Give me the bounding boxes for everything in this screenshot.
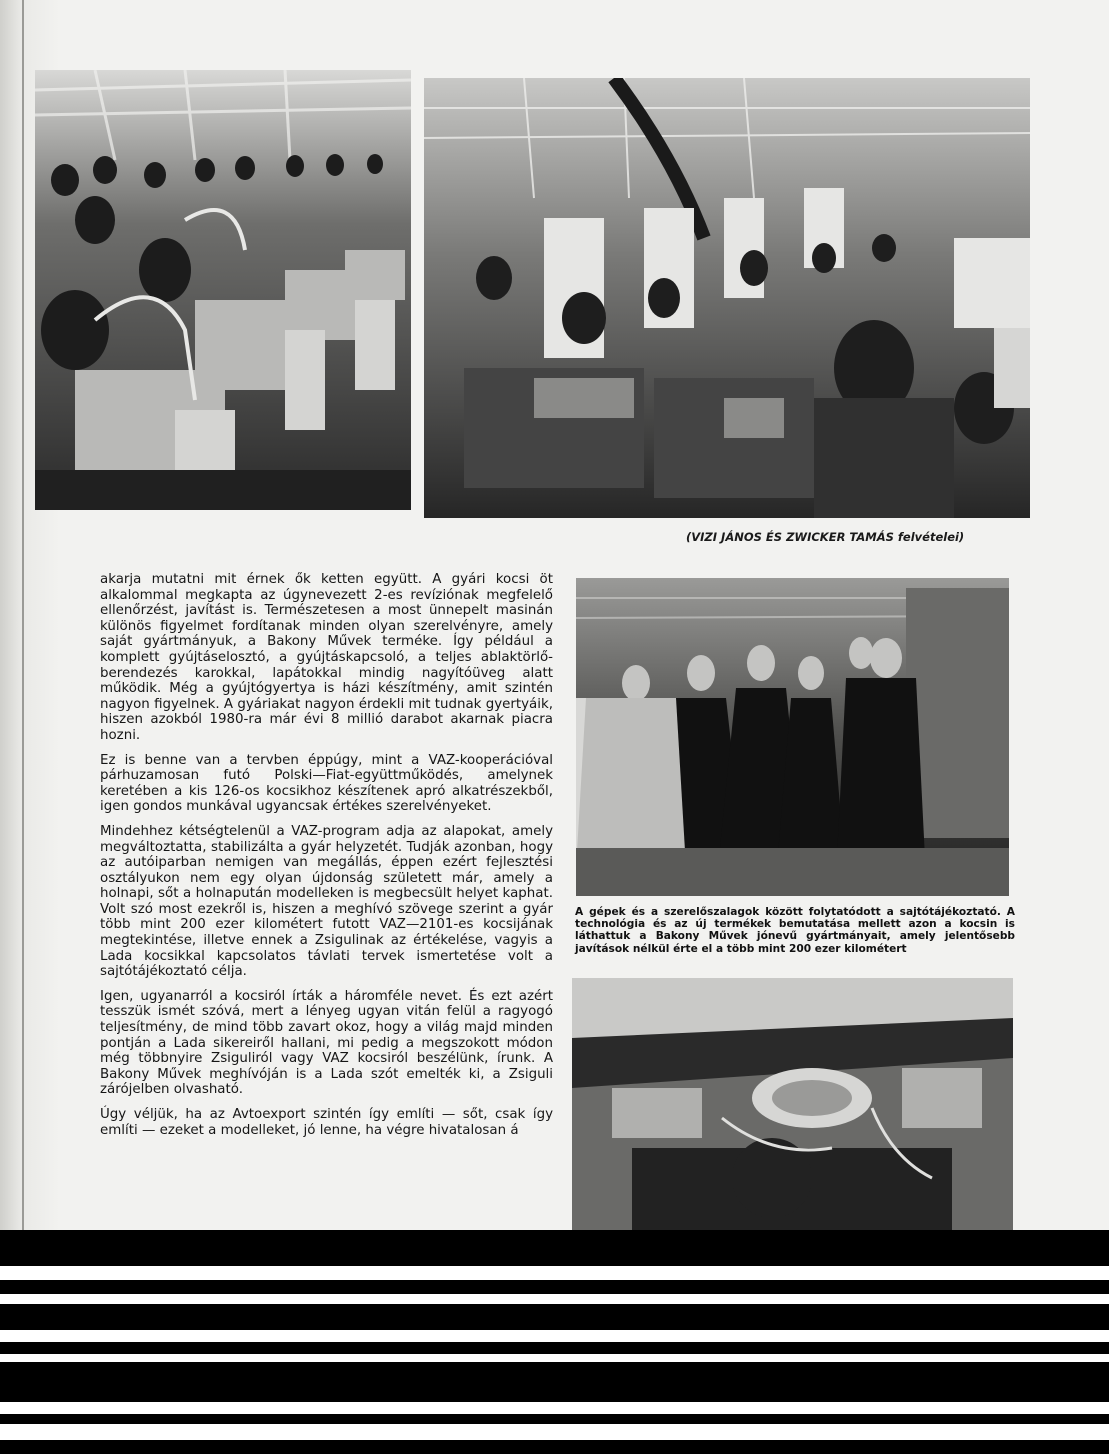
- page-fold-line: [22, 0, 24, 1240]
- article-paragraph: akarja mutatni mit érnek ők ketten együtt. A gyári kocsi öt alkalommal megkapta az úgynevezett 2-es revíziónak megfelelő ellenőrzést, javítást is. Természetesen a most ünnepelt masinán különös figyelmet fordítanak minden olyan szerelvényre, amely saját gyártmányuk, a Bakony Művek terméke. Így például a komplett gyújtáselosztó, a gyújtáskapcsoló, a teljes ablaktörlő-berendezés karokkal, lapátokkal mindig nagyítóüveg alatt működik. Még a gyújtógyertya is házi készítmény, amit szintén nagyon figyelnek. A gyáriakat nagyon érdekli mit tudnak gyertyáik, hiszen azokból 1980-ra már évi 8 millió darabot akarnak piacra hozni.: [100, 572, 553, 743]
- photo-car-engine: [572, 978, 1013, 1240]
- photo-production-line-right: [424, 78, 1030, 518]
- scan-stripe: [0, 1424, 1109, 1440]
- article-paragraph: Úgy véljük, ha az Avtoexport szintén így említi — sőt, csak így említi — ezeket a modelleket, jó lenne, ha végre hivatalosan á: [100, 1107, 553, 1138]
- photo-press-conference: [576, 578, 1009, 896]
- photo-caption: A gépek és a szerelőszalagok között folytatódott a sajtótájékoztató. A technológia és az új termékek bemutatása mellett azon a kocsin is láthattuk a Bakony Művek jónevű gyártmányait, amely jelentősebb javítások nélkül érte el a több mint 200 ezer kilométert: [575, 906, 1015, 955]
- scan-stripe: [0, 1330, 1109, 1342]
- photo-credit: (VIZI JÁNOS ÉS ZWICKER TAMÁS felvételei): [686, 530, 965, 544]
- scan-stripe: [0, 1354, 1109, 1362]
- article-paragraph: Igen, ugyanarról a kocsiról írták a háromféle nevet. És ezt azért tesszük ismét szóvá, mert a lényeg ugyan vitán felül a ragyogó teljesítmény, de mind több zavart okoz, hogy a világ majd minden pontján a Lada sikereiről hallani, mi pedig a megszokott módon még többnyire Zsiguliról vagy VAZ kocsiról beszélünk, írunk. A Bakony Művek meghívóján is a Lada szót emelték ki, a Zsiguli zárójelben olvasható.: [100, 988, 553, 1098]
- scan-stripe: [0, 1402, 1109, 1414]
- article-body: [100, 572, 553, 1230]
- photo-assembly-hall-left: [35, 70, 411, 510]
- scan-stripe: [0, 1294, 1109, 1304]
- scan-stripe: [0, 1266, 1109, 1280]
- article-paragraph: Ez is benne van a tervben éppúgy, mint a VAZ-kooperációval párhuzamosan futó Polski—Fiat-együttműködés, amelynek keretében a kis 126-os kocsikhoz készítenek apró alkatrészekből, igen gondos munkával ugyancsak értékes szerelvényeket.: [100, 752, 553, 815]
- scan-mask-bottom: [0, 1230, 1109, 1454]
- article-paragraph: Mindehhez kétségtelenül a VAZ-program adja az alapokat, amely megváltoztatta, stabilizálta a gyár helyzetét. Tudják azonban, hogy az autóiparban nemigen van megállás, éppen ezért fejlesztési osztályukon nem egy olyan újdonság született már, amely a holnapi, sőt a holnapután modelleken is megbecsült helyet kaphat. Volt szó most ezekről is, hiszen a meghívó szövege szerint a gyár több mint 200 ezer kilométert futott VAZ—2101-es kocsijának megtekintése, illetve ennek a Zsigulinak az értékelése, vagyis a Lada kocsikkal kapcsolatos távlati tervek ismertetése volt a sajtótájékoztató célja.: [100, 823, 553, 980]
